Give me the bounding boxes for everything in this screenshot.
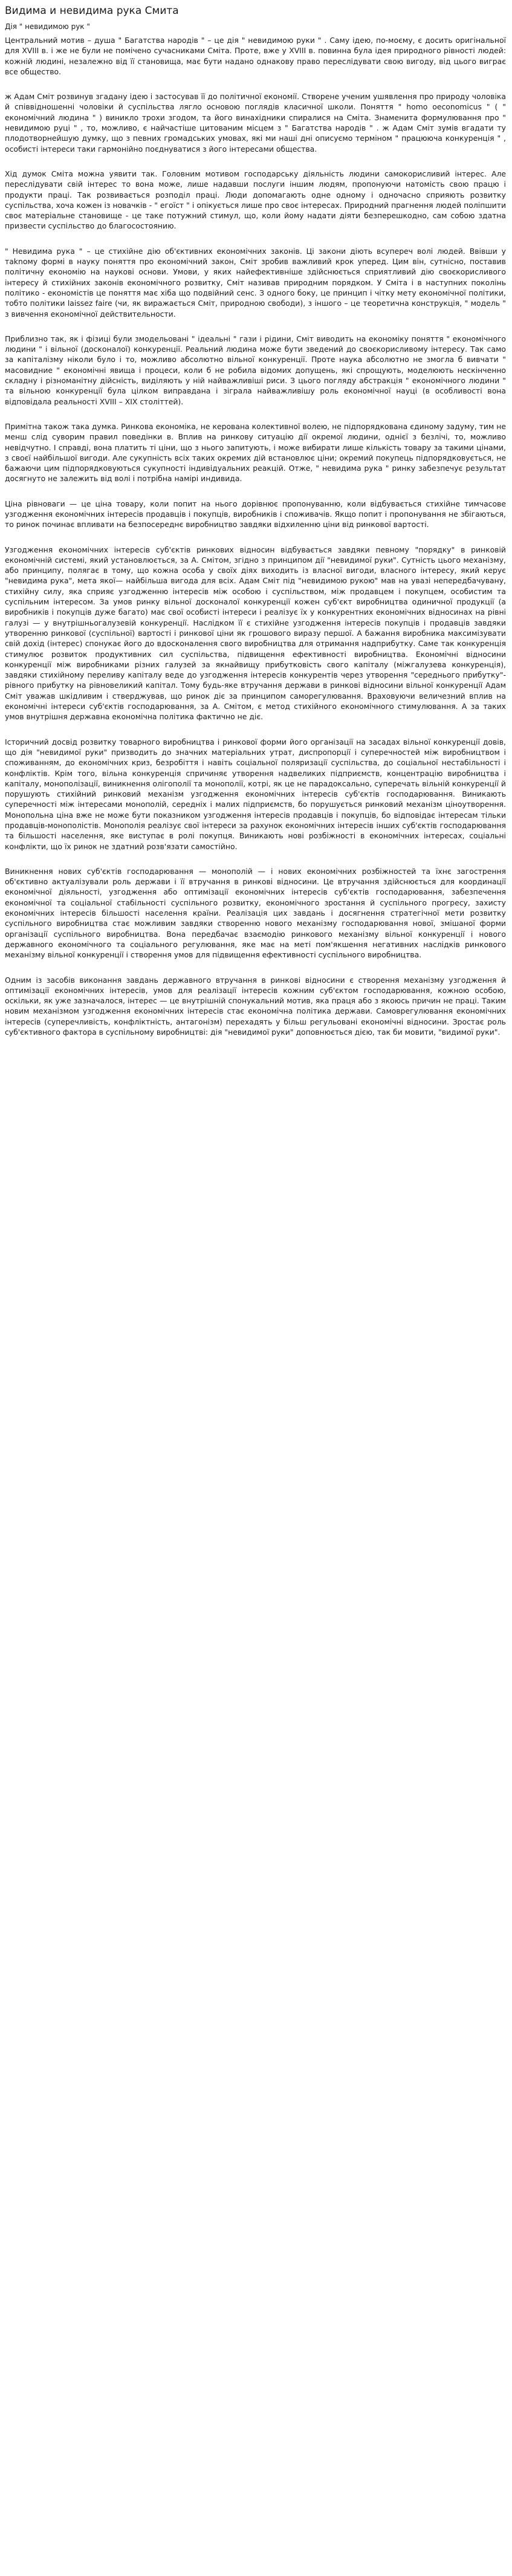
document-subtitle: Дія " невидимою рук " [5, 22, 90, 31]
paragraph: ж Адам Сміт розвинув згадану ідею і застосував її до політичної економії. Створене ученим ушявлення про природу чоловіка й співвідношенні чоловіки й суспільства лягло основою поглядів класичної школи. Поняття " homo oeconomicus " ( " економічний людина " ) виникло трохи згодом, та його винахідники спиралися на Сміта. Знаменита формулювання про " невидимою руці " , то, можливо, є найчастіше цитованим місцем з " Багатства народів " . ж Адам Сміт зумів вгадати ту плодотворнейшую думку, що з певних громадських умовах, які ми наші дні описуємо терміном " працююча конкуренція " , особисті інтереси таки гармонійно поєднуватися з його інтересами общества. [5, 92, 506, 154]
paragraph: Приблизно так, як і фізиці були змодельовані " ідеальні " гази і рідини, Сміт виводить на економіку поняття " економічного людини " і вільної (досконалої) конкуренції. Реальний людина може бути зведений до своєкорисливому інтересу. Так само за капіталізму ніколи було і то, можливо абсолютно вільної конкуренції. Проте наука абсолютно не змогла б вивчати " масовидние " економічні явища і процеси, коли б не робила відомих допущень, які спрощують, моделюють нескінченно складну і різноманітну дійсність, виділяють у ній найважливіші риси. З цього погляду абстракція " економічного людини " та вільною конкуренції була цілком виправдана і зіграла найважливішу роль економічної науці (в особливості вона відповідала реальності XVIII – XIX століттей). [5, 334, 506, 406]
paragraph: Історичний досвід розвитку товарного виробництва і ринкової форми його організації на засадах вільної конкуренції довів, що дія "невидимої руки" призводить до значних матеріальних утрат, диспропорції і суперечностей між виробництвом і споживанням, до економічних криз, безробіття і навіть соціальної поляризації суспільства, до соціальної нестабільності і конфліктів. Крім того, вільна конкуренція спричиняє утворення надвеликих підприємств, концентрацію виробництва і капіталу, монополізації, виникнення олігополії та монополії, котрі, як це не парадоксально, суперечать вільній конкуренції й порушують стихійний ринковий механізм узгодження економічних інтересів суб'єктів господарювання. Виникають суперечності між інтересами монополій, середніх і малих підприємств, бо порушується ринковий механізм ціноутворення. Монопольна ціна вже не може бути показником узгодження інтересів продавців і покупців, бо відповідає інтересам тільки продавців-монополістів. Монополія реалізує свої інтереси за рахунок економічних інтересів інших суб'єктів господарювання та більшості населення, яке виступає в ролі покупця. Виникають нові розбіжності в економічних інтересах, соціальні конфлікти, що їх ринок не здатний розв'язати самостійно. [5, 737, 506, 851]
paragraph: " Невидима рука " – це стихійне дію об'єктивних економічних законів. Ці закони діють всупереч волі людей. Ввівши у таknому формі в науку поняття про економічний закон, Сміт зробив важливий крок уперед. Цим він, сутнісно, поставив політичну економію на наукові основи. Умови, у яких найефективніше здійснюється сприятливий дію своєкорисливого інтересу й стихійних законів економічного розвитку, Сміт називав природним порядком. У Сміта і в наступних поколінь політико - економістів це поняття має хіба що подвійний сенс. З одного боку, це принцип і чітку мету економічної політики, тобто політики laissez faire (чи, як виражається Сміт, природною свободи), з іншого – це теоретична конструкція, " модель " з вивчення економічної действительности. [5, 246, 506, 319]
paragraph: Центральний мотив – душа " Багатства народів " – це дія " невидимою руки " . Саму ідею, по-моєму, є досить оригінальної для XVIII в. і же не були не помічено сучасниками Сміта. Проте, вже у XVIII в. повинна була ідея природного рівності людей: кожній людині, незалежно від її становища, має бути надано однакову право переслідувати свою вигоду, від цього виграє все общество. [5, 36, 506, 76]
document-title: Видима и невидима рука Смита [5, 5, 179, 17]
paragraph: Узгодження економічних інтересів суб'єктів ринкових відносин відбувається завдяки певному "порядку" в ринковій економічній системі, який установлюється, за А. Смітом, згідно з принципом дії "невидимої руки". Сутність цього механізму, або принципу, полягає в тому, що кожна особа у своїх діях виходить із власної вигоди, власного інтересу, який керує "невидима рука", мета якої— найбільша вигода для всіх. Адам Сміт під "невидимою рукою" мав на увазі непередбачувану, стихійну силу, яка сприяє узгодженню інтересів між особою і суспільством, між продавцем і покупцем, особистим та суспільним інтересом. За умов ринку вільної досконалої конкуренції кожен суб'єкт виробництва одиничної продукції (а виробників і покупців дуже багато) має свої особисті інтереси і реалізує їх у конкурентних економічних відносинах на рівні галузі — у внутрішньогалузевій конкуренції. Наслідком її є стихійне узгодження інтересів покупців і продавців завдяки утворенню ринкової (суспільної) вартості і ринкової ціни як грошового виразу першої. А бажання виробника максимізувати свій дохід (інтерес) спонукає його до вдосконалення свого виробництва для отримання надприбутку. Саме так конкуренція стимулює розвиток продуктивних сил суспільства, підвищення ефективності виробництва. Економічні відносини конкуренції між виробниками різних галузей за якнайвищу прибутковість свого капіталу (міжгалузева конкуренція), завдяки стихійному переливу капіталу веде до узгодження інтересів конкурентів через утворення "середнього прибутку"- рівного прибутку на рівновеликий капітал. Тому будь-яке втручання держави в ринкові відносини вільної конкуренції Адам Сміт уважав шкідливим і стверджував, що ринок діє за принципом саморегулювання. Враховуючи величезний вплив на економічні інтереси суб'єктів господарювання, за А. Смітом, є метод стихійного економічного стимулювання. А за таких умов внутрішня державна економічна політика фактично не діє. [5, 545, 506, 722]
paragraph: Одним із засобів виконання завдань державного втручання в ринкові відносини є створення механізму узгодження й оптимізації економічних інтересів, умов для реалізації інтересів кожним суб'єктом господарювання, кожною особою, оскільки, як уже зазначалося, інтерес — це внутрішній спонукальний мотив, яка праця або з якоюсь причин не праці. Таким новим механізмом узгодження економічних інтересів стає економічна політика держави. Самоврегулювання економічних інтересів (суперечливість, конфліктність, антагонізм) перехадять у більш регульовані економічні відносини. Зростає роль суб'єктивного фактора в суспільному виробництві: дія "невидимої руки" доповнюється дією, так би мовити, "видимої руки". [5, 975, 506, 1037]
document-page [0, 0, 512, 1037]
paragraph: Примітна також така думка. Ринкова економіка, не керована колективної волею, не підпорядкована єдиному задуму, тим не менш слід суворим правил поведінки в. Вплив на ринкову ситуацію дії окремої людини, однієї з безлічі, то, можливо невідчутно. І справді, вона платить ті ціни, що з нього запитують, і може вибирати лише кількість товару за такими цінами, з своєї найбільшої вигоди. Але сукупність всіх таких окремих дій встановлює ціни; окремий покупець підпорядковується, не бажаючи цим підпорядковуються сукупності індивідуальних реакцій. Отже, " невидима рука " ринку забезпечує результат досягнуто не залежить від волі і потрібна намірі индивида. [5, 421, 506, 484]
paragraph: Хід думок Сміта можна уявити так. Головним мотивом господарську діяльність людини самокорисливий інтерес. Але переслідувати свій інтерес то вона може, лише надавши послуги іншим людям, пропонуючи натомість свою працю і продукти праці. Так розвивається розподіл праці. Люди допомагають одне одному і одночасно сприяють розвитку суспільства, хоча кожен із новачків - " егоїст " і опікується лише про своє інтересах. Природний прагнення людей поліпшити своє матеріальне становище - це таке потужний стимул, що, коли йому надати діяти безперешкодно, сам собою здатна призвести суспільство до благосостоянию. [5, 169, 506, 231]
paragraph: Ціна рівноваги — це ціна товару, коли попит на нього дорівнює пропонуванню, коли відбувається стихійне тимчасове узгодження економічних інтересів продавців і покупців, виробників і споживачів. Якщо попит і пропонування не збігаються, то ринок починає впливати на безпосереднє виробництво завдяки відхиленню ціни від ринкової вартості. [5, 499, 506, 529]
paragraph: Виникнення нових суб'єктів господарювання — монополій — і нових економічних розбіжностей та їхнє загострення об'єктивно актуалізували роль держави і її втручання в ринкові відносини. Це втручання здійснюється для координації економічної діяльності, узгодження або оптимізації економічних інтересів суб'єктів господарювання, забезпечення економічної та соціальної стабільності суспільного розвитку, економічного зростання й суспільного прогресу, захисту економічних інтересів більшості населення країни. Реалізація цих завдань і досягнення стратегічної мети розвитку суспільного виробництва стає можливим завдяки створенню нового механізму господарювання нової, змішаної форми організації суспільного виробництва. Вона передбачає взаємодію ринкового механізму вільної конкуренції і нового державного економічного та соціального регулювання, яке має на меті пом'якшення негативних наслідків ринкового механізму вільної конкуренції і створення умов для підвищення ефективності суспільного виробництва. [5, 866, 506, 960]
